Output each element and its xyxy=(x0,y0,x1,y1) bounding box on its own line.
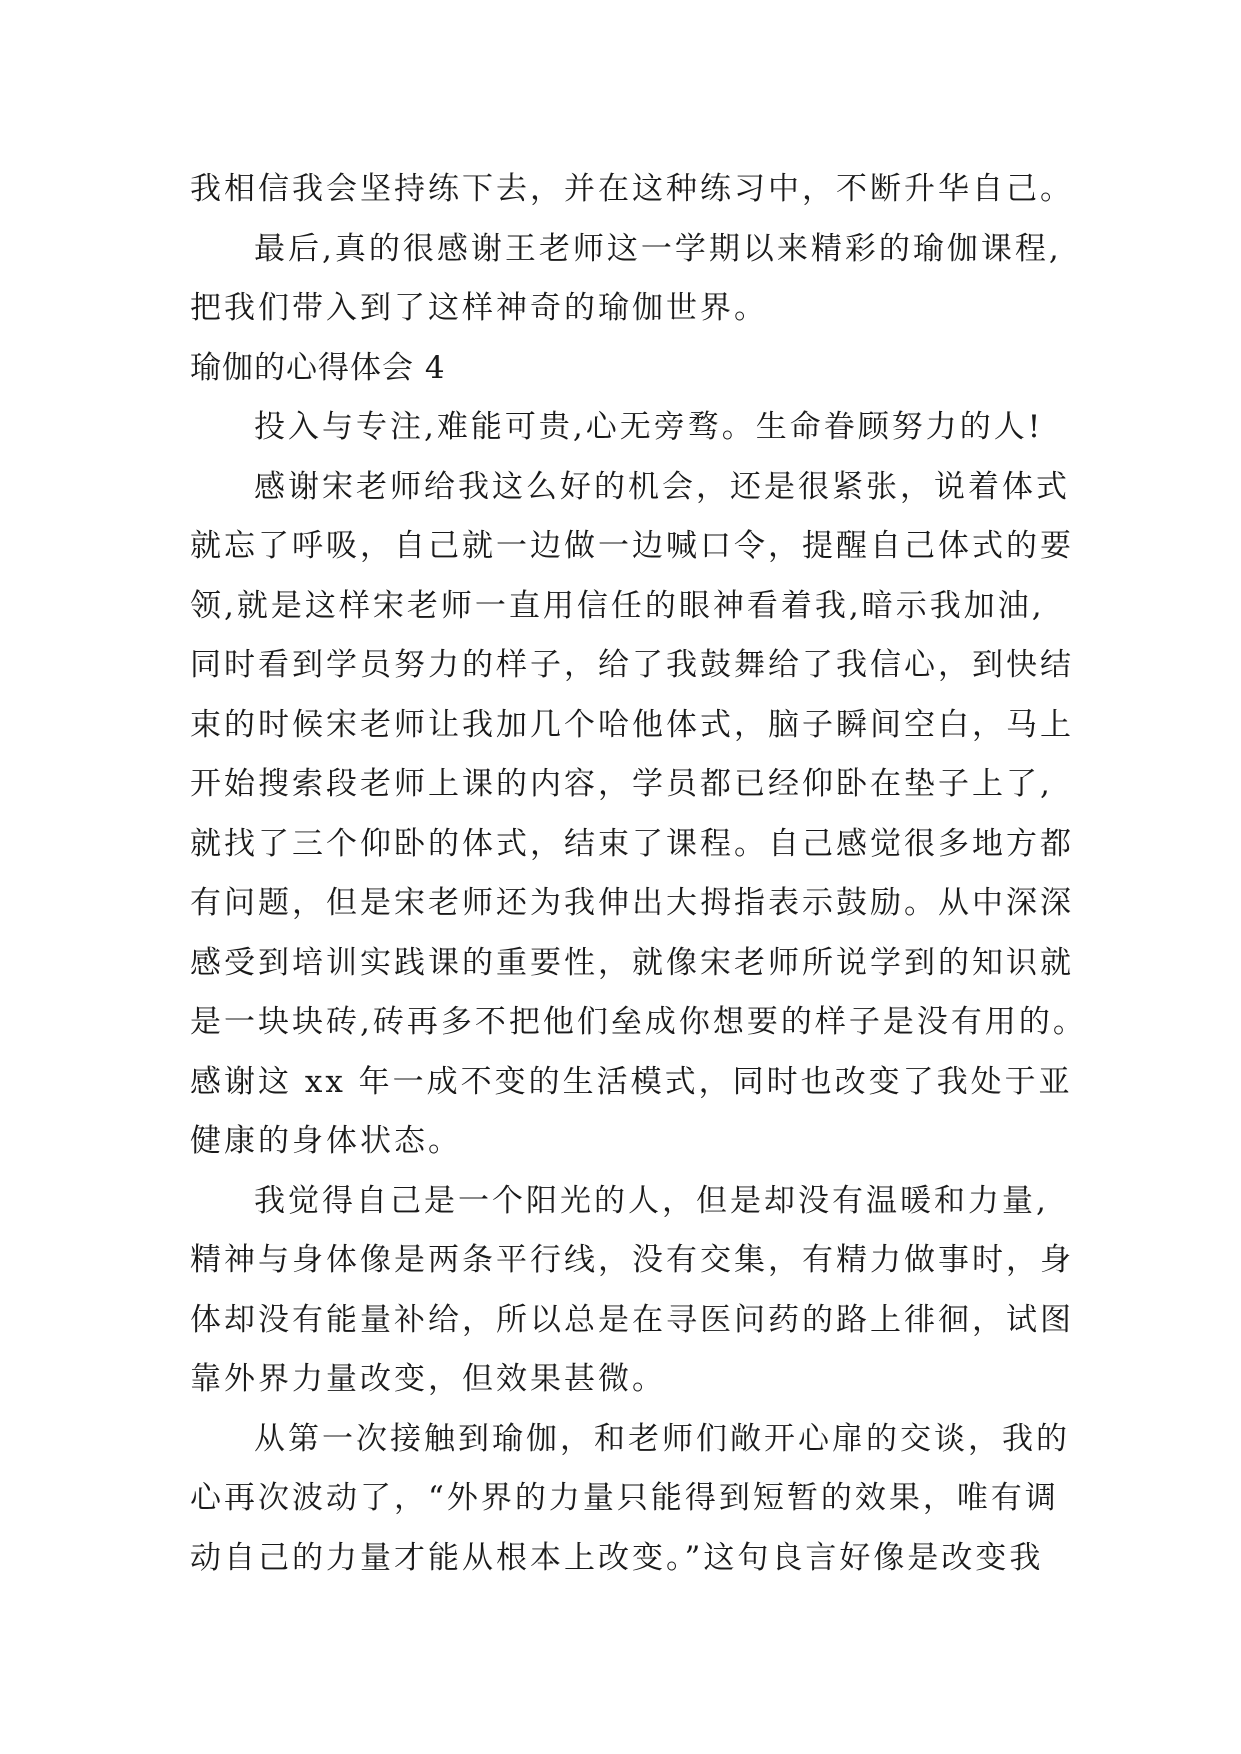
paragraph-line: 投入与专注,难能可贵,心无旁骛。生命眷顾努力的人! xyxy=(254,409,1044,445)
paragraph-line: 我觉得自己是一个阳光的人，但是却没有温暖和力量, xyxy=(254,1182,1049,1219)
paragraph-line: 同时看到学员努力的样子，给了我鼓舞给了我信心，到快结 xyxy=(190,647,1074,683)
paragraph-line: 把我们带入到了这样神奇的瑜伽世界。 xyxy=(190,290,768,326)
paragraph-line: 健康的身体状态。 xyxy=(190,1123,462,1159)
paragraph-line: 领,就是这样宋老师一直用信任的眼神看着我,暗示我加油, xyxy=(190,587,1045,624)
paragraph-line: 就忘了呼吸，自己就一边做一边喊口令，提醒自己体式的要 xyxy=(190,528,1074,564)
paragraph-line: 是一块块砖,砖再多不把他们垒成你想要的样子是没有用的。 xyxy=(190,1004,1087,1040)
paragraph-line: 束的时候宋老师让我加几个哈他体式，脑子瞬间空白，马上 xyxy=(190,706,1074,743)
paragraph-line: 有问题，但是宋老师还为我伸出大拇指表示鼓励。从中深深 xyxy=(190,885,1074,921)
paragraph-line: 我相信我会坚持练下去，并在这种练习中，不断升华自己。 xyxy=(190,171,1074,207)
paragraph-line: 心再次波动了，“外界的力量只能得到短暂的效果，唯有调 xyxy=(190,1480,1059,1516)
paragraph-line: 精神与身体像是两条平行线，没有交集，有精力做事时，身 xyxy=(190,1242,1074,1278)
paragraph-line: 从第一次接触到瑜伽，和老师们敞开心扉的交谈，我的 xyxy=(254,1420,1070,1457)
section-heading: 瑜伽的心得体会 4 xyxy=(190,349,446,386)
paragraph-line: 感谢这 xx 年一成不变的生活模式，同时也改变了我处于亚 xyxy=(190,1063,1073,1100)
paragraph-line: 体却没有能量补给，所以总是在寻医问药的路上徘徊，试图 xyxy=(190,1301,1074,1338)
document-body xyxy=(190,160,1090,1588)
paragraph-line: 动自己的力量才能从根本上改变。”这句良言好像是改变我 xyxy=(190,1539,1044,1576)
paragraph-line: 感受到培训实践课的重要性，就像宋老师所说学到的知识就 xyxy=(190,944,1074,981)
paragraph-line: 就找了三个仰卧的体式，结束了课程。自己感觉很多地方都 xyxy=(190,825,1074,862)
paragraph-line: 感谢宋老师给我这么好的机会，还是很紧张，说着体式 xyxy=(254,468,1070,505)
paragraph-line: 开始搜索段老师上课的内容，学员都已经仰卧在垫子上了, xyxy=(190,766,1053,802)
paragraph-line: 靠外界力量改变，但效果甚微。 xyxy=(190,1361,666,1397)
paragraph-line: 最后,真的很感谢王老师这一学期以来精彩的瑜伽课程, xyxy=(254,230,1062,267)
